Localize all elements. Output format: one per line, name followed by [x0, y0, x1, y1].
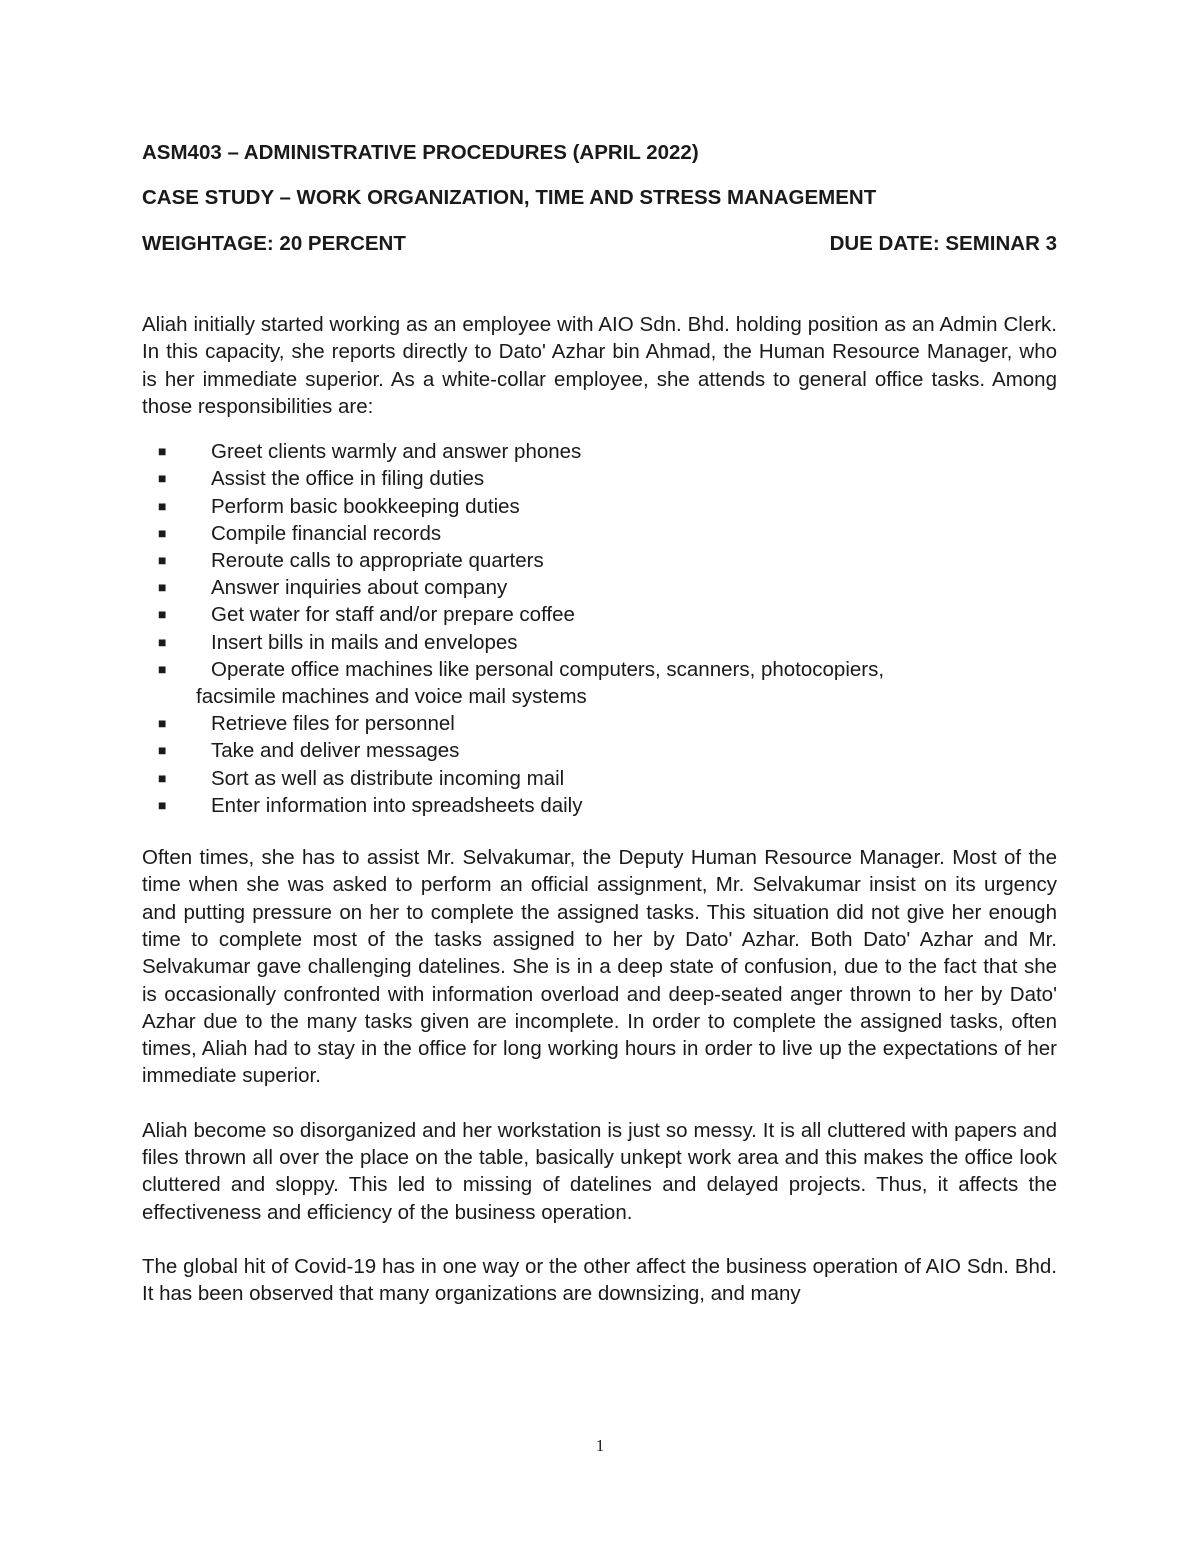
bullet-icon: ■	[158, 633, 167, 650]
list-item: ■ Sort as well as distribute incoming mail	[142, 765, 1057, 792]
list-item: ■ Answer inquiries about company	[142, 574, 1057, 601]
list-item: ■ Assist the office in filing duties	[142, 465, 1057, 492]
bullet-icon: ■	[158, 769, 167, 786]
bullet-icon: ■	[158, 606, 167, 623]
bullet-icon: ■	[158, 552, 167, 568]
bullet-icon: ■	[158, 715, 167, 732]
list-item: ■ Insert bills in mails and envelopes	[142, 629, 1057, 656]
body-paragraph: The global hit of Covid-19 has in one way or the other affect the business operation of AIO Sdn. Bhd. It has been observed that many organizations are downsizing, and many	[142, 1254, 1057, 1306]
list-item: ■ Take and deliver messages	[142, 737, 1057, 764]
list-item: ■ Get water for staff and/or prepare coffee	[142, 601, 1057, 628]
body-paragraph: Often times, she has to assist Mr. Selvakumar, the Deputy Human Resource Manager. Most of the time when she was asked to perform an official assignment, Mr. Selvakumar insist on its urgency and putting pressure on her to complete the assigned tasks. This situation did not give her enough time to complete most of the tasks assigned to her by Dato' Azhar. Both Dato' Azhar and Mr. Selvakumar gave challenging datelines. She is in a deep state of confusion, due to the fact that she is occasionally confronted with information overload and deep-seated anger thrown to her by Dato' Azhar due to the many tasks given are incomplete. In order to complete the assigned tasks, often times, Aliah had to stay in the office for long working hours in order to live up the expectations of her immediate superior.	[142, 846, 1057, 1088]
bullet-icon: ■	[158, 660, 167, 677]
list-item: ■ Enter information into spreadsheets daily	[142, 792, 1057, 819]
page-number: 1	[595, 1436, 605, 1455]
bullet-icon: ■	[158, 470, 167, 487]
bullet-icon: ■	[158, 796, 167, 813]
responsibilities-list	[142, 438, 1057, 819]
bullet-icon: ■	[158, 497, 167, 514]
list-item: ■ Operate office machines like personal computers, scanners, photocopiers, facsimile machines and voice mail systems	[142, 656, 1057, 710]
list-item: ■ Retrieve files for personnel	[142, 710, 1057, 737]
list-item: ■ Greet clients warmly and answer phones	[142, 438, 1057, 465]
list-item: ■ Compile financial records	[142, 520, 1057, 547]
body-paragraph: Aliah become so disorganized and her workstation is just so messy. It is all cluttered with papers and files thrown all over the place on the table, basically unkept work area and this makes the office look cluttered and sloppy. This led to missing of datelines and delayed projects. Thus, it affects the effectiveness and efficiency of the business operation.	[142, 1118, 1057, 1224]
intro-paragraph: Aliah initially started working as an employee with AIO Sdn. Bhd. holding position as an Admin Clerk. In this capacity, she reports directly to Dato' Azhar bin Ahmad, the Human Resource Manager, who is her immediate superior. As a white-collar employee, she attends to general office tasks. Among those responsibilities are:	[142, 313, 1057, 418]
bullet-icon: ■	[158, 579, 167, 596]
bullet-icon: ■	[158, 742, 167, 759]
case-study-title: CASE STUDY – WORK ORGANIZATION, TIME AND STRESS MANAGEMENT	[142, 186, 877, 209]
list-item: ■ Perform basic bookkeeping duties	[142, 493, 1057, 520]
page-content	[142, 140, 1057, 1307]
due-date-label: DUE DATE: SEMINAR 3	[829, 232, 1057, 255]
course-title: ASM403 – ADMINISTRATIVE PROCEDURES (APRIL 2022)	[142, 141, 699, 164]
weightage-label: WEIGHTAGE: 20 PERCENT	[142, 232, 406, 255]
bullet-icon: ■	[158, 443, 167, 460]
assignment-info-row	[142, 231, 1057, 256]
list-item-continuation: facsimile machines and voice mail systems	[196, 685, 587, 709]
bullet-icon: ■	[158, 524, 167, 541]
list-item: ■ Reroute calls to appropriate quarters	[142, 547, 1057, 574]
